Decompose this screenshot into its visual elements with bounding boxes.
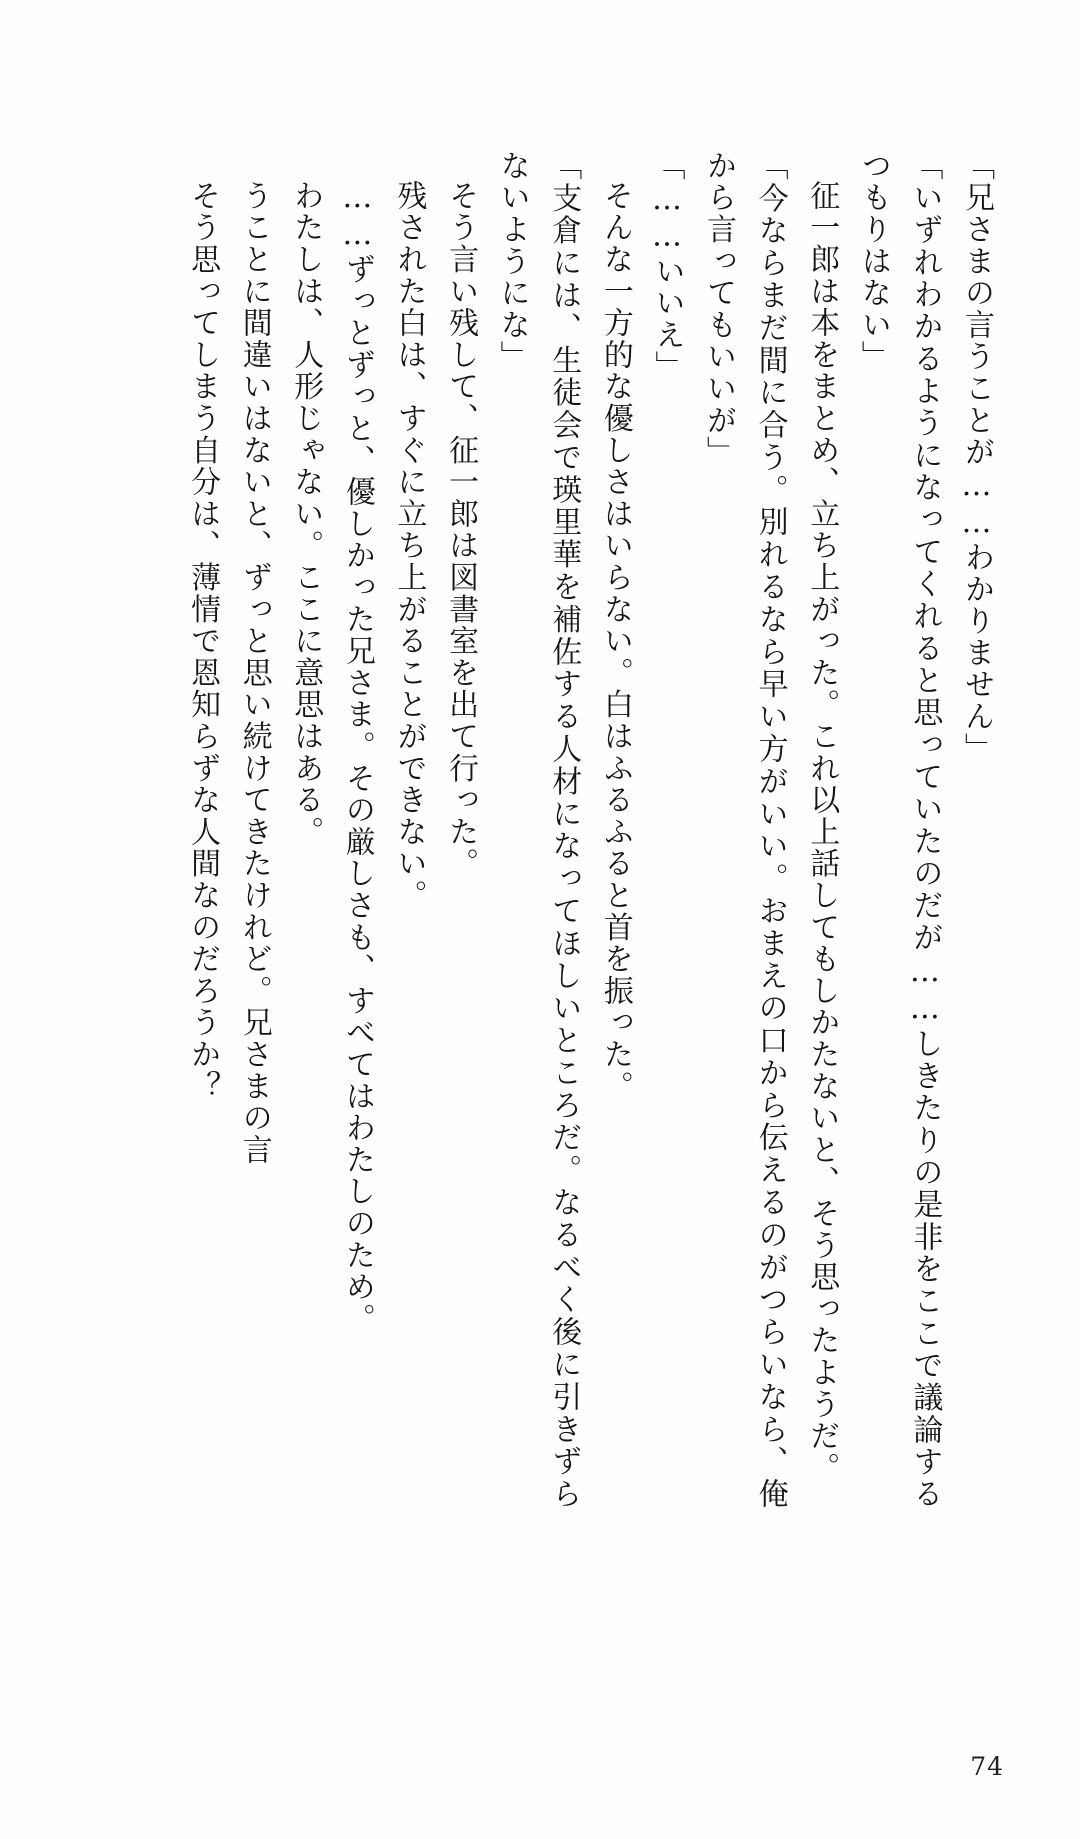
paragraph: そんな一方的な優しさはいらない。白はふるふると首を振った。 <box>597 180 633 1103</box>
paragraph: うことに間違いはないと、ずっと思い続けてきたけれど。兄さまの言 <box>236 180 272 1166</box>
paragraph: 「支倉には、生徒会で瑛里華を補佐する人材になってほしいところだ。なるべく後に引きずらないようにな」 <box>494 150 582 1510</box>
paragraph: わたしは、人形じゃない。ここに意思はある。 <box>288 180 324 848</box>
paragraph: 残された白は、すぐに立ち上がることができない。 <box>391 180 427 912</box>
paragraph: 「兄さまの言うことが……わかりません」 <box>959 150 994 765</box>
paragraph: 「今ならまだ間に合う。別れるなら早い方がいい。おまえの口から伝えるのがつらいなら、俺から言ってもいいが」 <box>701 150 788 1510</box>
paragraph: ……ずっとずっと、優しかった兄さま。その厳しさも、すべてはわたしのため。 <box>339 180 375 1335</box>
paragraph: 征一郎は本をまとめ、立ち上がった。これ以上話してもしかたないと、そう思ったようだ。 <box>804 180 840 1484</box>
page-number: 74 <box>970 1752 1004 1781</box>
paragraph: 「いずれわかるようになってくれると思っていたのだが……しきたりの是非をここで議論するつもりはない」 <box>855 150 943 1510</box>
paragraph: そう思ってしまう自分は、薄情で恩知らずな人間なのだろうか？ <box>185 180 221 1103</box>
paragraph: 「……いいえ」 <box>649 150 685 383</box>
vertical-text-body <box>185 150 1002 1510</box>
paragraph: そう言い残して、征一郎は図書室を出て行った。 <box>443 180 479 880</box>
